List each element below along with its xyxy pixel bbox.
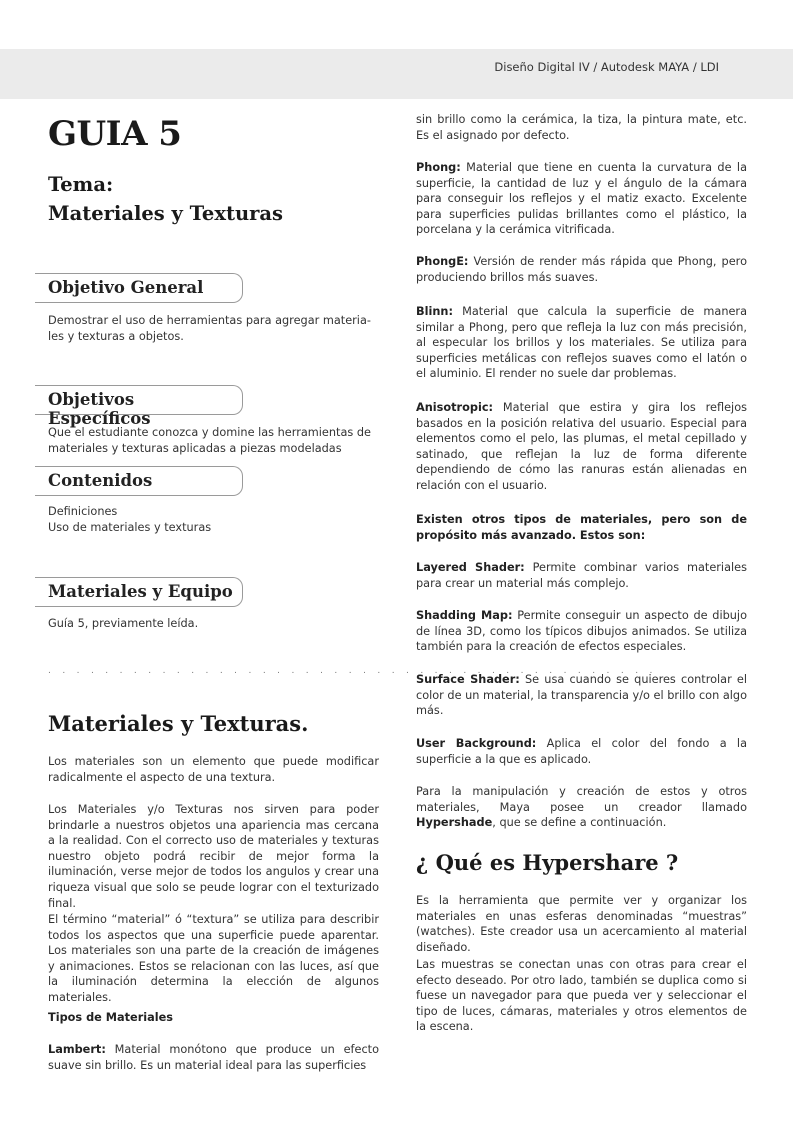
anisotropic-text: Material que estira y gira los reflejos basados en la posición relativa del usuario. Especial para elementos como el pelo, las plumas, el metal cepillado y satinado, que reflejan la luz de forma diferente dependiendo de cómo las ranuras están alienadas en relación con el usuario. bbox=[416, 401, 747, 492]
intro-paragraph-2: Los Materiales y/o Texturas nos sirven para poder brindarle a nuestros objetos una apariencia mas cercana a la realidad. Con el correcto uso de materiales y texturas nuestro objeto podrá recibir de mejor forma la iluminación, verse mejor de todos los angulos y crear una riqueza visual que solo se peude lograr con el texturizado final. bbox=[48, 803, 379, 910]
dotted-divider: . . . . . . . . . . . . . . . . . . . . . . . . . . . . . . . . . . . . . . . . . . . bbox=[48, 666, 657, 676]
materiales-equipo-tab bbox=[35, 577, 243, 607]
phong-paragraph bbox=[416, 160, 747, 238]
hypershade-intro-paragraph bbox=[416, 784, 747, 831]
phonge-label: PhongE: bbox=[416, 255, 469, 268]
user-background-label: User Background: bbox=[416, 737, 537, 750]
objetivo-general-tab bbox=[35, 273, 243, 303]
topic-heading bbox=[48, 170, 283, 228]
lambert-continuation: sin brillo como la cerámica, la tiza, la pintura mate, etc. Es el asignado por defecto. bbox=[416, 113, 747, 142]
contenidos-item-definiciones: Definiciones bbox=[48, 505, 118, 518]
objetivos-especificos-label: Objetivos Específicos bbox=[48, 390, 151, 428]
blinn-label: Blinn: bbox=[416, 305, 453, 318]
page-header-band bbox=[0, 49, 793, 99]
hypershade-intro-pre: Para la manipulación y creación de estos y otros materiales, Maya posee un creador llamado bbox=[416, 785, 747, 814]
otros-tipos-heading: Existen otros tipos de materiales, pero son de propósito más avanzado. Estos son: bbox=[416, 513, 747, 542]
contenidos-text bbox=[48, 504, 382, 535]
intro-paragraph-3: El término “material” ó “textura” se utiliza para describir todos los aspectos que una superficie puede aparentar. Los materiales son una parte de la creación de imágenes y animaciones. Estos se relacionan con las luces, así que la iluminación determina la elección de algunos materiales. bbox=[48, 913, 379, 1004]
user-background-paragraph bbox=[416, 736, 747, 767]
phong-label: Phong: bbox=[416, 161, 461, 174]
contenidos-tab bbox=[35, 466, 243, 496]
user-background-text: Aplica el color del fondo a la superficie a la que es aplicado. bbox=[416, 737, 747, 766]
layered-shader-label: Layered Shader: bbox=[416, 561, 525, 574]
contenidos-label: Contenidos bbox=[48, 471, 153, 490]
materiales-equipo-label: Materiales y Equipo bbox=[48, 582, 233, 601]
tipos-materiales-heading: Tipos de Materiales bbox=[48, 1011, 174, 1024]
phong-text: Material que tiene en cuenta la curvatura de la superficie, la cantidad de luz y el ángulo de la cámara para conseguir los reflejos y el matiz exacto. Excelente para superficies pulidas brillantes como el plástico, la porcelana y la cerámica vitrificada. bbox=[416, 161, 747, 237]
guide-title: GUIA 5 bbox=[48, 114, 182, 154]
shadding-map-label: Shadding Map: bbox=[416, 609, 513, 622]
shadding-map-paragraph bbox=[416, 608, 747, 655]
objetivos-especificos-tab bbox=[35, 385, 243, 428]
shadding-map-text: Permite conseguir un aspecto de dibujo de línea 3D, como los típicos dibujos animados. Se utiliza también para la creación de efectos especiales. bbox=[416, 609, 747, 654]
objetivos-especificos-text: Que el estudiante conozca y domine las herramientas de materiales y texturas aplicadas a piezas modeladas bbox=[48, 426, 371, 455]
hypershare-paragraph-2: Las muestras se conectan unas con otras para crear el efecto deseado. Por otro lado, también se duplica como si fuese un navegador para que pueda ver y seleccionar el tipo de luces, cámaras, materiales y otros elementos de la escena. bbox=[416, 958, 747, 1034]
materiales-texturas-heading: Materiales y Texturas. bbox=[48, 711, 309, 736]
lambert-text: Material monótono que produce un efecto suave sin brillo. Es un material ideal para las superficies bbox=[48, 1043, 379, 1072]
materiales-equipo-text: Guía 5, previamente leída. bbox=[48, 617, 199, 630]
hypershare-paragraph-1: Es la herramienta que permite ver y organizar los materiales en unas esferas denominadas “muestras” (watches). Este creador usa un acercamiento al material diseñado. bbox=[416, 894, 747, 954]
surface-shader-paragraph bbox=[416, 672, 747, 719]
objetivo-general-label: Objetivo General bbox=[48, 278, 204, 297]
contenidos-item-uso: Uso de materiales y texturas bbox=[48, 520, 212, 534]
blinn-paragraph bbox=[416, 304, 747, 382]
topic-label: Tema: bbox=[48, 173, 114, 196]
surface-shader-text: Se usa cuando se quieres controlar el color de un material, la transparencia y/o el brillo con algo más. bbox=[416, 673, 747, 718]
anisotropic-paragraph bbox=[416, 400, 747, 494]
lambert-paragraph bbox=[48, 1042, 379, 1073]
intro-paragraph-1: Los materiales son un elemento que puede modificar radicalmente el aspecto de una textura. bbox=[48, 755, 379, 784]
layered-shader-paragraph bbox=[416, 560, 747, 591]
objetivo-general-text: Demostrar el uso de herramientas para agregar materia-les y texturas a objetos. bbox=[48, 314, 371, 343]
phonge-text: Versión de render más rápida que Phong, pero produciendo brillos más suaves. bbox=[416, 255, 747, 284]
hypershare-heading: ¿ Qué es Hypershare ? bbox=[416, 850, 679, 875]
topic-name: Materiales y Texturas bbox=[48, 202, 284, 225]
anisotropic-label: Anisotropic: bbox=[416, 401, 494, 414]
phonge-paragraph bbox=[416, 254, 747, 285]
header-course-text: Diseño Digital IV / Autodesk MAYA / LDI bbox=[494, 60, 719, 74]
surface-shader-label: Surface Shader: bbox=[416, 673, 520, 686]
hypershade-intro-post: , que se define a continuación. bbox=[492, 816, 667, 830]
hypershade-intro-bold: Hypershade bbox=[416, 816, 493, 830]
layered-shader-text: Permite combinar varios materiales para crear un material más complejo. bbox=[416, 561, 747, 590]
lambert-label: Lambert: bbox=[48, 1043, 106, 1056]
blinn-text: Material que calcula la superficie de manera similar a Phong, pero que refleja la luz con más precisión, al especular los brillos y los materiales. Se utiliza para superficies metálicas con reflejos suaves como el latón o el aluminio. El render no suele dar problemas. bbox=[416, 305, 747, 381]
